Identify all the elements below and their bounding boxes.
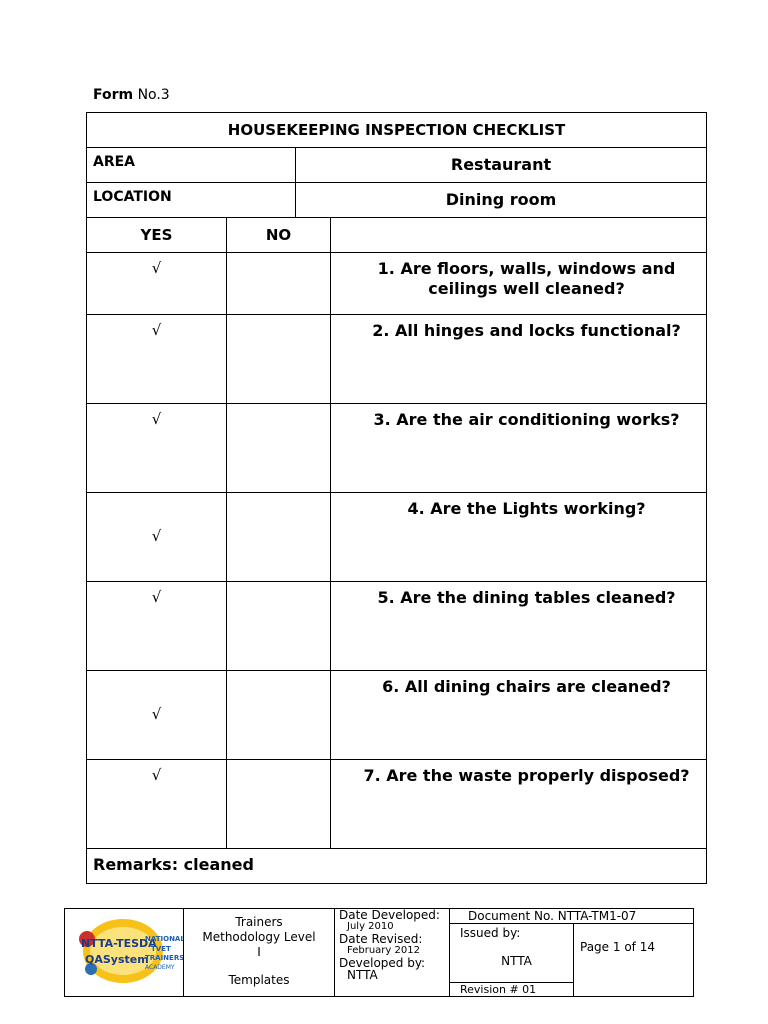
course-cell xyxy=(184,909,335,997)
area-value: Restaurant xyxy=(296,148,707,183)
question-text: 7. Are the waste properly disposed? xyxy=(331,760,707,849)
question-text: 2. All hinges and locks functional? xyxy=(331,315,707,404)
yes-checkmark: √ xyxy=(87,493,227,582)
checklist-row xyxy=(87,671,707,760)
no-header: NO xyxy=(227,218,331,253)
course-line-1: Trainers xyxy=(235,915,283,929)
developed-by-label: Developed by: xyxy=(339,956,426,970)
developed-by: NTTA xyxy=(347,968,378,982)
yes-checkmark: √ xyxy=(87,253,227,315)
question-text: 5. Are the dining tables cleaned? xyxy=(331,582,707,671)
course-templates: Templates xyxy=(228,973,290,987)
document-footer xyxy=(64,908,694,997)
course-line-3: I xyxy=(257,945,261,959)
inspection-checklist-table xyxy=(86,112,707,884)
ntta-logo-image xyxy=(65,909,183,993)
logo-text-1: NTTA-TESDA xyxy=(81,937,157,950)
form-label: Form xyxy=(93,87,134,103)
document-number: Document No. NTTA-TM1-07 xyxy=(450,909,694,924)
checklist-row xyxy=(87,493,707,582)
checklist-row xyxy=(87,253,707,315)
date-revised: February 2012 xyxy=(347,945,420,956)
dates-cell xyxy=(335,909,450,997)
checklist-title: HOUSEKEEPING INSPECTION CHECKLIST xyxy=(87,113,707,148)
question-text: 4. Are the Lights working? xyxy=(331,493,707,582)
checklist-row xyxy=(87,760,707,849)
page-number: Page 1 of 14 xyxy=(574,924,694,997)
logo-text-2: QASystem xyxy=(85,953,149,966)
date-developed: July 2010 xyxy=(347,921,394,932)
date-developed-label: Date Developed: xyxy=(339,908,440,922)
yes-checkmark: √ xyxy=(87,404,227,493)
no-cell xyxy=(227,582,331,671)
yes-checkmark: √ xyxy=(87,671,227,760)
yes-checkmark: √ xyxy=(87,582,227,671)
issued-cell xyxy=(450,924,574,983)
location-value: Dining room xyxy=(296,183,707,218)
no-cell xyxy=(227,315,331,404)
logo-text-3: NATIONAL xyxy=(145,935,183,943)
area-label: AREA xyxy=(87,148,296,183)
logo-text-5: TRAINERS xyxy=(145,954,183,962)
course-line-2: Methodology Level xyxy=(202,930,316,944)
no-cell xyxy=(227,404,331,493)
no-cell xyxy=(227,760,331,849)
form-number-value: No.3 xyxy=(137,87,170,103)
no-cell xyxy=(227,671,331,760)
question-text: 6. All dining chairs are cleaned? xyxy=(331,671,707,760)
logo-text-6: ACADEMY xyxy=(145,964,175,971)
yes-header: YES xyxy=(87,218,227,253)
ntta-logo xyxy=(65,909,184,997)
issued-by-label: Issued by: xyxy=(460,926,521,940)
issued-by: NTTA xyxy=(501,954,532,968)
no-cell xyxy=(227,493,331,582)
remarks: Remarks: cleaned xyxy=(87,849,707,884)
date-revised-label: Date Revised: xyxy=(339,932,423,946)
no-cell xyxy=(227,253,331,315)
location-label: LOCATION xyxy=(87,183,296,218)
form-number xyxy=(93,87,170,103)
question-text: 1. Are floors, walls, windows and ceilings well cleaned? xyxy=(331,253,707,315)
yes-checkmark: √ xyxy=(87,315,227,404)
logo-text-4: TVET xyxy=(151,945,171,953)
checklist-row xyxy=(87,582,707,671)
question-header xyxy=(331,218,707,253)
question-text: 3. Are the air conditioning works? xyxy=(331,404,707,493)
yes-checkmark: √ xyxy=(87,760,227,849)
revision: Revision # 01 xyxy=(450,983,574,997)
checklist-row xyxy=(87,315,707,404)
checklist-row xyxy=(87,404,707,493)
